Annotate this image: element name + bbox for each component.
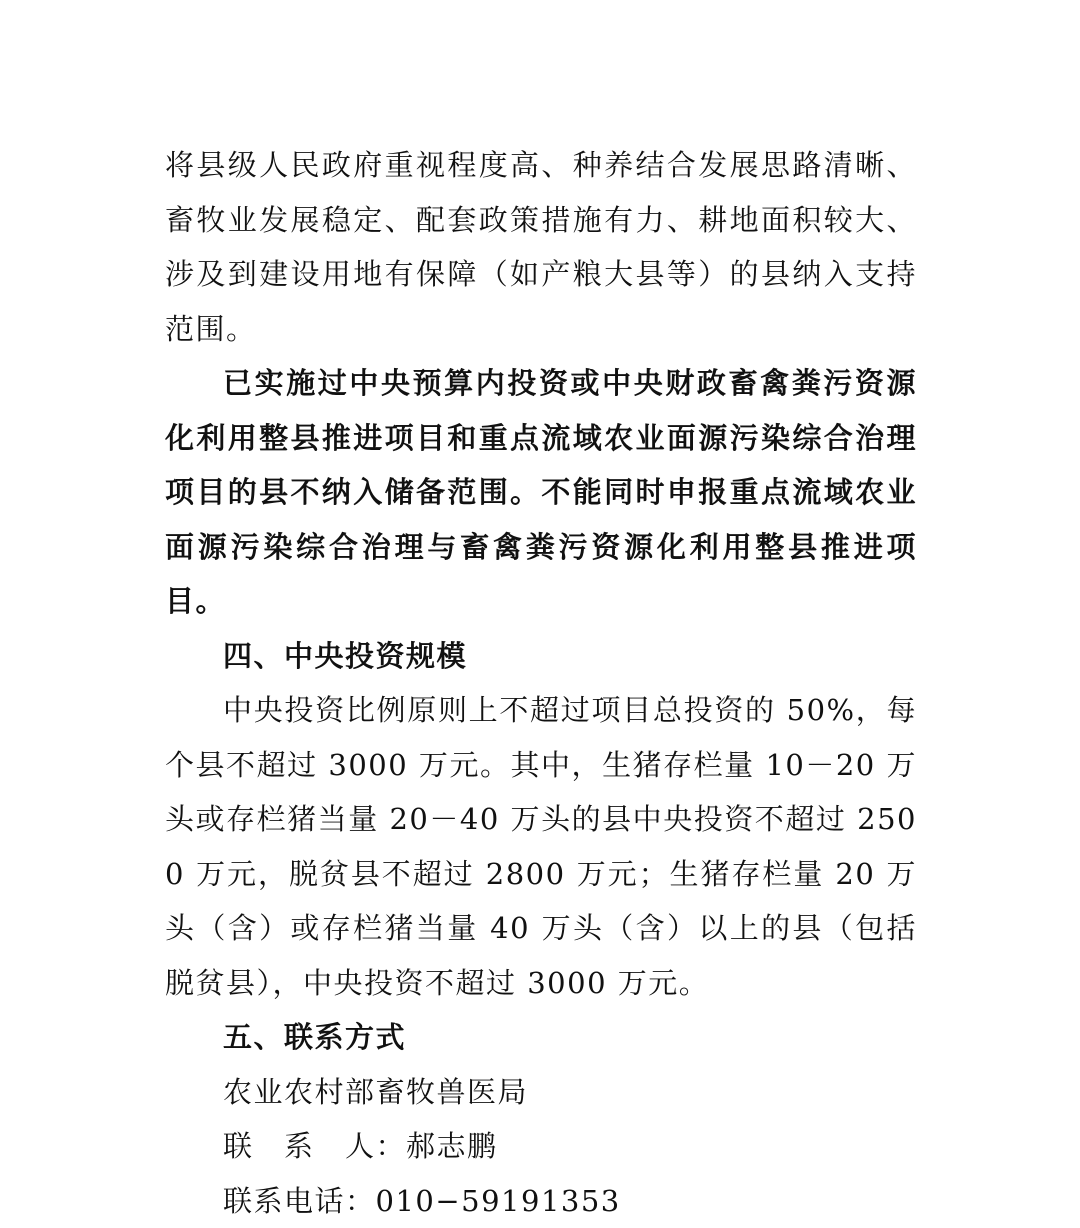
paragraph-exclusion-rule: 已实施过中央预算内投资或中央财政畜禽粪污资源化利用整县推进项目和重点流域农业面源污染综合治理项目的县不纳入储备范围。不能同时申报重点流域农业面源污染综合治理与畜禽粪污资源化利用整县推进项目。 <box>165 356 917 629</box>
paragraph-support-scope: 将县级人民政府重视程度高、种养结合发展思路清晰、畜牧业发展稳定、配套政策措施有力、耕地面积较大、涉及到建设用地有保障（如产粮大县等）的县纳入支持范围。 <box>165 138 917 356</box>
contact-person: 联 系 人：郝志鹏 <box>165 1119 917 1174</box>
document-body <box>165 138 917 1228</box>
paragraph-investment-scale: 中央投资比例原则上不超过项目总投资的 50%，每个县不超过 3000 万元。其中，生猪存栏量 10－20 万头或存栏猪当量 20－40 万头的县中央投资不超过 2500 万元，脱贫县不超过 2800 万元；生猪存栏量 20 万头（含）或存栏猪当量 40 万头（含）以上的县（包括脱贫县），中央投资不超过 3000 万元。 <box>165 683 917 1010</box>
section-heading-contact: 五、联系方式 <box>165 1010 917 1065</box>
contact-phone: 联系电话：010−59191353 <box>165 1174 917 1228</box>
contact-organization: 农业农村部畜牧兽医局 <box>165 1065 917 1120</box>
section-heading-investment-scale: 四、中央投资规模 <box>165 629 917 684</box>
